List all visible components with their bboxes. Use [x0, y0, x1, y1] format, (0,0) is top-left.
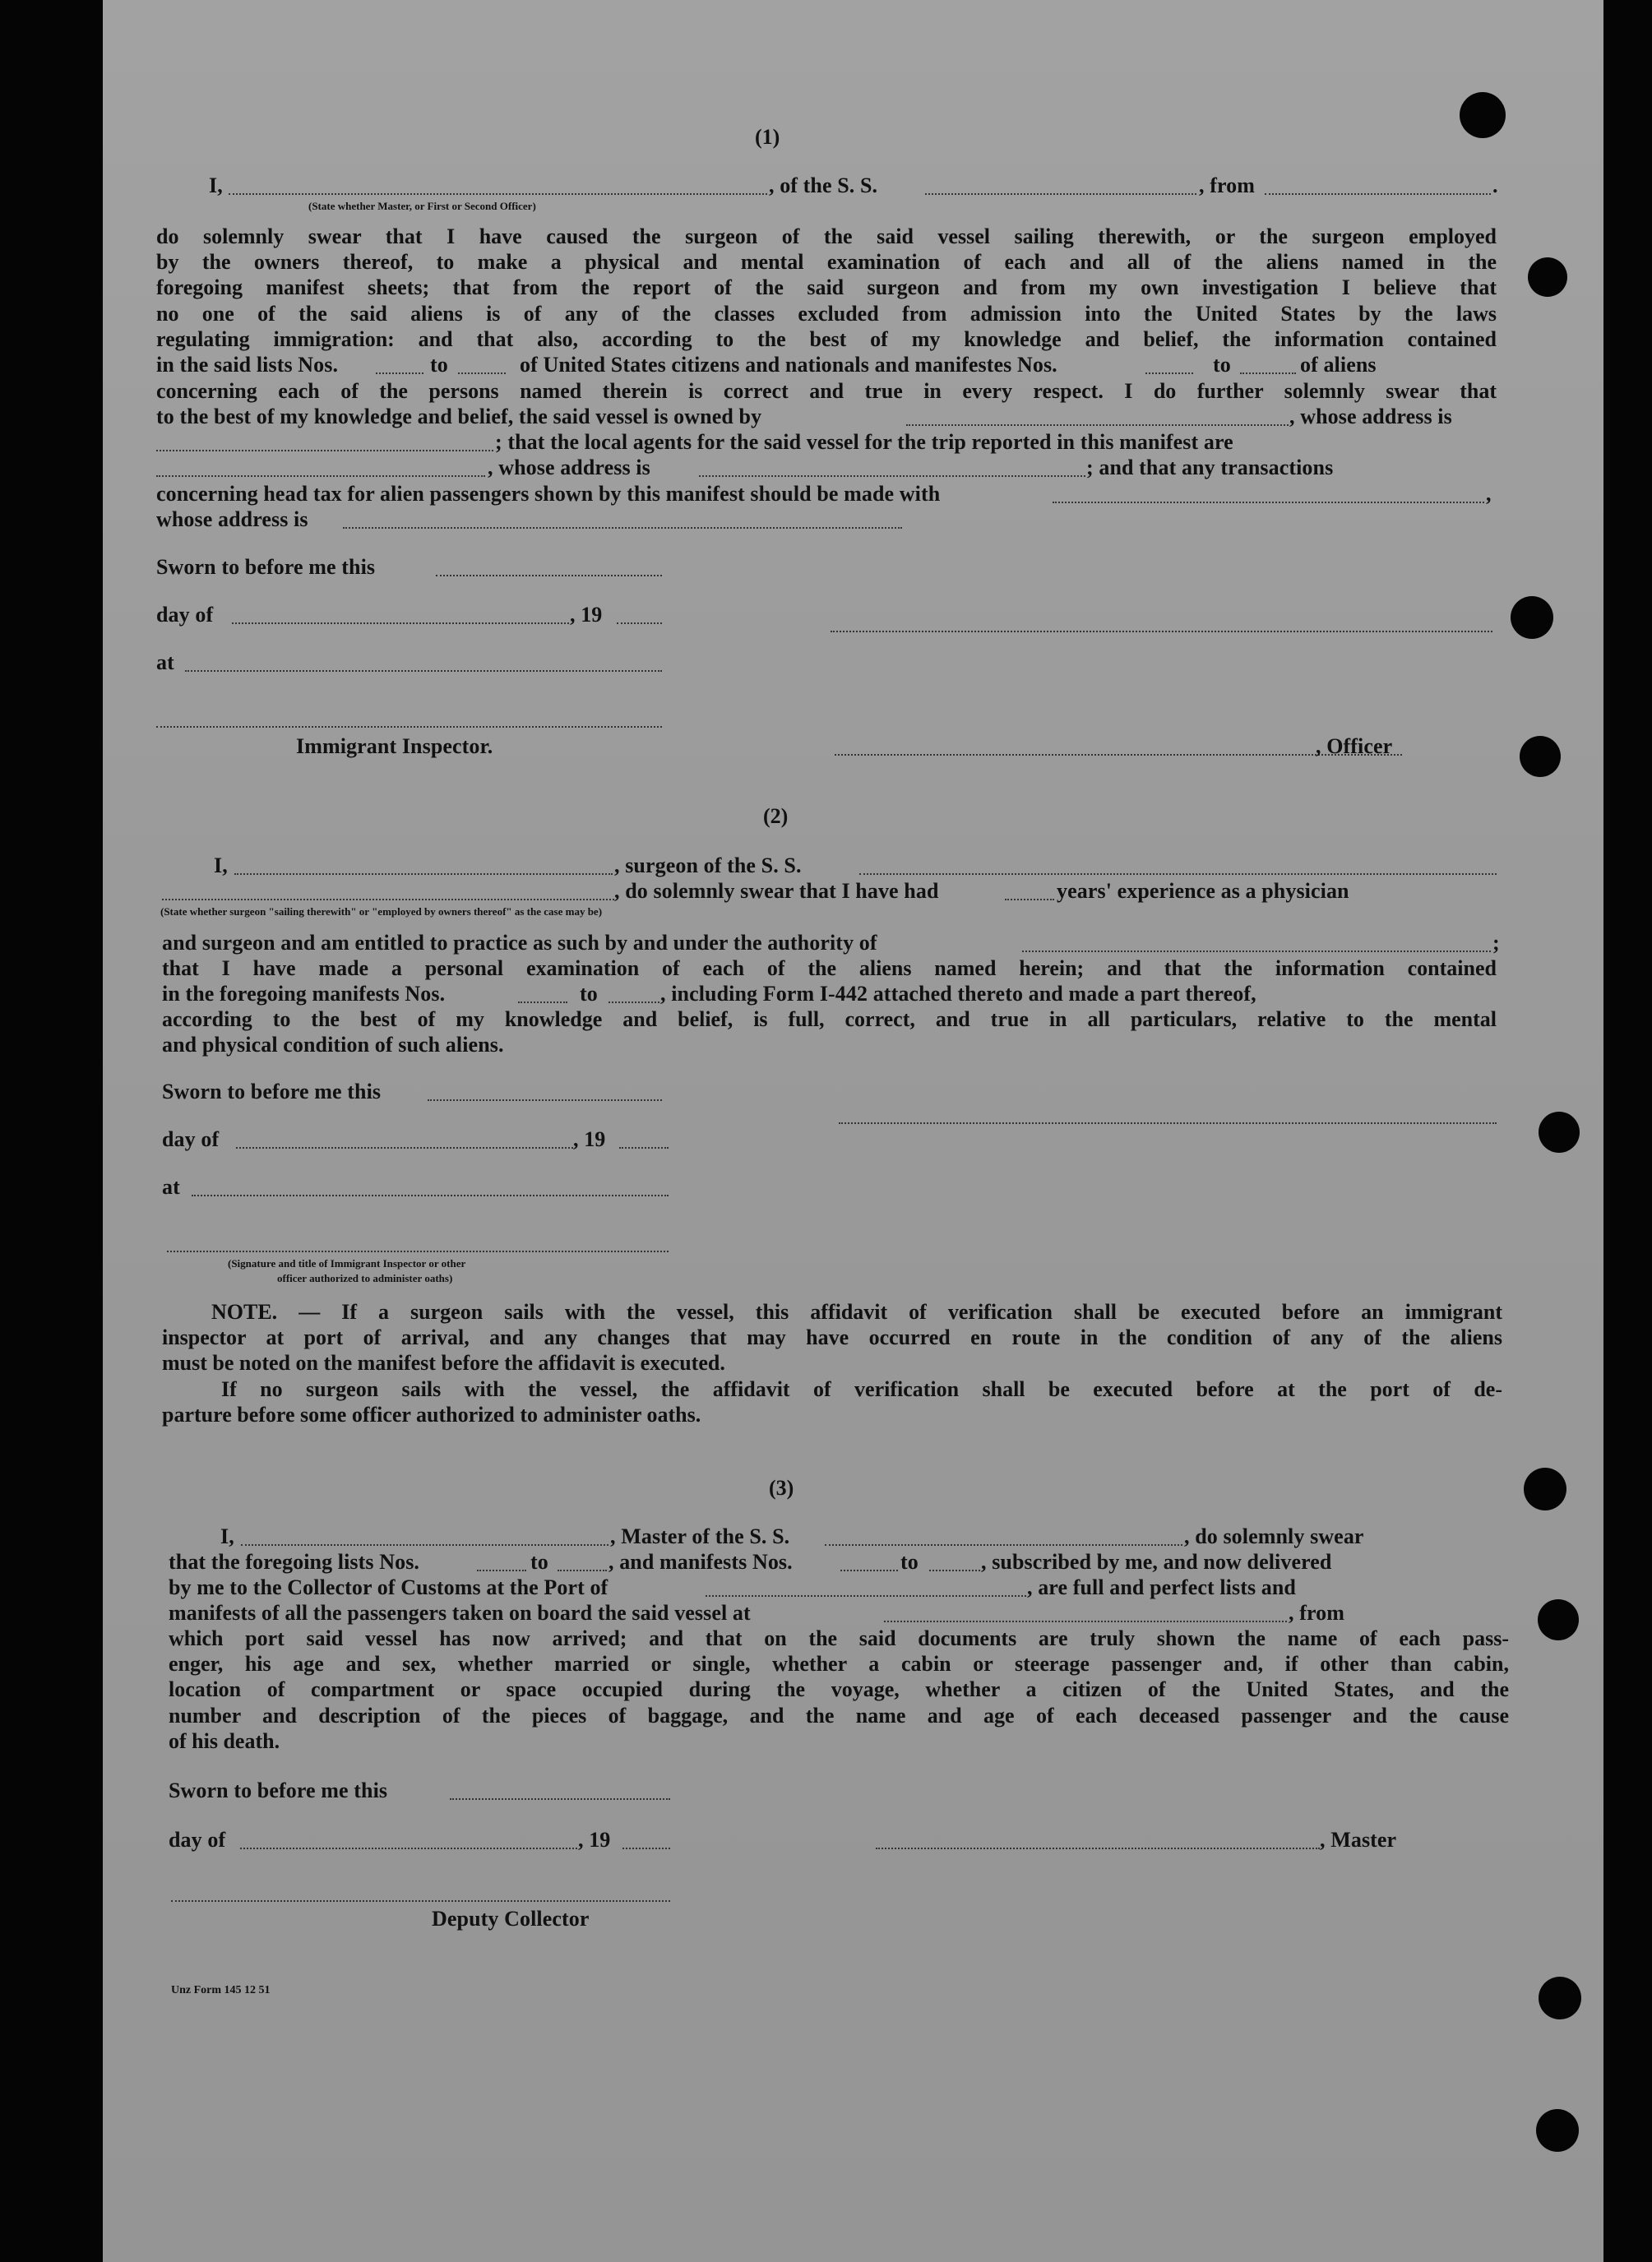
s2-vessel-blank	[859, 872, 1497, 875]
s2-swear-had-label: , do solemnly swear that I have had	[614, 879, 939, 903]
s1-day-blank	[232, 622, 569, 624]
s3-collector-label: by me to the Collector of Customs at the Port of	[169, 1575, 609, 1599]
s1-line-2: by the owners thereof, to make a physical and mental examination of each and all of the aliens named in the	[156, 250, 1497, 275]
s3-sworn-blank	[450, 1797, 670, 1800]
s1-agents-blank	[156, 474, 485, 477]
s1-sworn-blank	[436, 574, 662, 576]
punch-hole	[1520, 736, 1561, 777]
s3-deputy-label: Deputy Collector	[432, 1907, 590, 1931]
s1-whose-address-1: , whose address is	[1289, 405, 1452, 428]
s1-line-1: do solemnly swear that I have caused the surgeon of the said vessel sailing therewith, or the surgeon employed	[156, 224, 1497, 248]
s3-nineteen: , 19	[578, 1828, 611, 1852]
form-number: Unz Form 145 12 51	[171, 1984, 271, 1996]
punch-hole	[1539, 1977, 1581, 2019]
s2-note-2-line-2: parture before some officer authorized to administer oaths.	[162, 1403, 701, 1427]
s1-transactions-label: ; and that any transactions	[1086, 456, 1334, 479]
s1-head-tax-blank	[1053, 501, 1484, 503]
s3-manifest-from-blank	[840, 1569, 898, 1571]
s1-head-tax-label: concerning head tax for alien passengers shown by this manifest should be made with	[156, 482, 941, 506]
s1-from-label: , from	[1199, 173, 1255, 197]
s2-day-blank	[236, 1146, 573, 1149]
s1-agents-address-blank	[699, 474, 1085, 477]
s3-day-of-label: day of	[169, 1828, 226, 1852]
s2-sworn-label: Sworn to before me this	[162, 1080, 382, 1103]
s1-sworn-label: Sworn to before me this	[156, 555, 376, 579]
s3-line-1: which port said vessel has now arrived; and that on the said documents are truly shown the name of each pass-	[169, 1626, 1509, 1650]
s2-status-blank	[162, 898, 614, 900]
punch-hole	[1524, 1468, 1566, 1510]
s1-line-3: foregoing manifest sheets; that from the report of the said surgeon and from my own investigation I believe that	[156, 275, 1497, 300]
s1-to-a: to	[430, 353, 448, 377]
s1-owned-by-label: to the best of my knowledge and belief, the said vessel is owned by	[156, 405, 762, 428]
s2-exam-line: that I have made a personal examination of each of the aliens named herein; and that the information contained	[162, 956, 1497, 980]
s1-list-to-blank	[458, 372, 506, 374]
s3-sworn-label: Sworn to before me this	[169, 1779, 388, 1802]
s3-year-blank	[622, 1847, 670, 1849]
s2-year-blank	[619, 1146, 669, 1149]
s3-i-label: I,	[220, 1524, 234, 1548]
s1-line-7: concerning each of the persons named therein is correct and true in every respect. I do further solemnly swear that	[156, 379, 1497, 403]
s2-sig-note-1: (Signature and title of Immigrant Inspector or other	[228, 1257, 466, 1270]
s1-to-b: to	[1213, 353, 1231, 377]
s2-authority-label: and surgeon and am entitled to practice as such by and under the authority of	[162, 931, 877, 955]
s1-whose-address-3: whose address is	[156, 507, 308, 531]
s1-manifest-to-blank	[1240, 372, 1296, 374]
section-3-heading: (3)	[769, 1476, 794, 1500]
punch-hole	[1539, 1112, 1580, 1153]
s1-whose-address-2: , whose address is	[488, 456, 650, 479]
s3-port-blank	[706, 1594, 1026, 1597]
s2-i-label: I,	[214, 853, 228, 877]
s2-inspector-sig-blank	[167, 1250, 669, 1252]
form-sheet	[103, 0, 1603, 2262]
s2-sig-note-2: officer authorized to administer oaths)	[277, 1272, 453, 1284]
s2-including-label: , including Form I-442 attached thereto and made a part thereof,	[660, 982, 1256, 1006]
s1-of-ss-label: , of the S. S.	[769, 173, 878, 197]
s1-inspector-label: Immigrant Inspector.	[296, 734, 493, 758]
s3-day-blank	[240, 1847, 577, 1849]
section-2-heading: (2)	[763, 804, 789, 828]
s2-name-blank	[234, 872, 613, 875]
s2-note-2-line-1: If no surgeon sails with the vessel, the affidavit of verification shall be executed before at the port of de-	[221, 1377, 1502, 1401]
s1-manifest-from-blank	[1145, 372, 1193, 374]
s1-body-paragraph	[156, 224, 1497, 352]
s2-manifest-to-blank	[609, 1001, 659, 1003]
s3-do-swear-label: , do solemnly swear	[1184, 1524, 1364, 1548]
s3-boarded-at-blank	[884, 1620, 1287, 1622]
s1-vessel-blank	[925, 192, 1196, 195]
s3-body-paragraph	[169, 1626, 1509, 1754]
s2-years-label: years' experience as a physician	[1057, 879, 1349, 903]
s2-surgeon-of-label: , surgeon of the S. S.	[614, 853, 802, 877]
s3-manifests-all-label: manifests of all the passengers taken on board the said vessel at	[169, 1601, 751, 1625]
s3-line-4: number and description of the pieces of baggage, and the name and age of each deceased passenger and the cause	[169, 1703, 1509, 1728]
s3-list-from-blank	[477, 1569, 526, 1571]
s3-master-sig-blank	[876, 1847, 1320, 1849]
s3-master-label: , Master	[1320, 1828, 1397, 1852]
s1-signature-blank	[831, 630, 1492, 632]
s2-authority-blank	[1022, 950, 1491, 952]
s3-deputy-sig-blank	[171, 1899, 670, 1902]
s3-vessel-blank	[825, 1543, 1182, 1546]
s3-line-5: of his death.	[169, 1728, 280, 1753]
s2-to: to	[580, 982, 598, 1006]
s3-from-label: , from	[1289, 1601, 1344, 1625]
s1-year-blank	[617, 622, 662, 624]
punch-hole	[1528, 257, 1567, 297]
s3-to-a: to	[530, 1550, 548, 1574]
s2-exam-line-wrap	[162, 955, 1497, 981]
s3-to-b: to	[900, 1550, 919, 1574]
s1-period: .	[1492, 173, 1498, 197]
s1-day-of-label: day of	[156, 603, 214, 627]
s2-physical-line: and physical condition of such aliens.	[162, 1033, 504, 1057]
s2-note-2-paragraph	[162, 1376, 1502, 1427]
s1-of-aliens-label: of aliens	[1300, 353, 1377, 377]
section-1-heading: (1)	[755, 125, 780, 149]
s3-subscribed-label: , subscribed by me, and now delivered	[981, 1550, 1332, 1574]
s3-manifest-to-blank	[929, 1569, 980, 1571]
s1-local-agents-label: ; that the local agents for the said vessel for the trip reported in this manifest are	[495, 430, 1233, 454]
s1-line-5: regulating immigration: and that also, according to the best of my knowledge and belief, the information contained	[156, 326, 1497, 351]
s2-semicolon: ;	[1492, 931, 1500, 955]
s2-note-1-paragraph	[162, 1299, 1502, 1376]
s1-i-label: I,	[209, 173, 223, 197]
s3-line-3: location of compartment or space occupied during the voyage, whether a citizen of the United States, and the	[169, 1677, 1509, 1702]
s2-note-1-line-3: must be noted on the manifest before the affidavit is executed.	[162, 1351, 725, 1376]
s1-owner-blank	[906, 423, 1289, 426]
s2-note-1-line-1: NOTE. — If a surgeon sails with the vessel, this affidavit of verification shall be executed before an immigrant	[211, 1300, 1502, 1324]
s2-years-blank	[1005, 898, 1054, 900]
s3-list-to-blank	[558, 1569, 607, 1571]
s1-state-note: (State whether Master, or First or Second Officer)	[308, 200, 536, 212]
s1-said-lists-label: in the said lists Nos.	[156, 353, 339, 377]
punch-hole	[1460, 92, 1506, 138]
s2-signature-blank	[839, 1122, 1497, 1124]
s1-comma: ,	[1486, 482, 1492, 506]
s2-manifest-from-blank	[518, 1001, 567, 1003]
s3-full-lists-label: , are full and perfect lists and	[1027, 1575, 1296, 1599]
s3-name-blank	[241, 1543, 609, 1546]
punch-hole	[1536, 2109, 1579, 2152]
s1-us-citizens-label: of United States citizens and nationals and manifestes Nos.	[520, 353, 1057, 377]
s2-at-blank	[192, 1194, 669, 1196]
s3-line-2: enger, his age and sex, whether married or single, whether a cabin or steerage passenger and, if other than cabin,	[169, 1652, 1509, 1677]
s2-according-line: according to the best of my knowledge and belief, is full, correct, and true in all particulars, relative to the mental	[162, 1007, 1497, 1031]
s2-manifests-label: in the foregoing manifests Nos.	[162, 982, 446, 1006]
punch-hole	[1538, 1599, 1579, 1640]
s2-note-1-line-2: inspector at port of arrival, and any changes that may have occurred en route in the condition of any of the aliens	[162, 1325, 1502, 1350]
s2-nineteen: , 19	[573, 1127, 606, 1151]
s3-foregoing-label: that the foregoing lists Nos.	[169, 1550, 420, 1574]
s2-according-wrap	[162, 1006, 1497, 1032]
s2-day-of-label: day of	[162, 1127, 220, 1151]
s1-list-from-blank	[376, 372, 423, 374]
s1-officer-label: , Officer	[1316, 734, 1393, 758]
s1-at-label: at	[156, 650, 174, 674]
s1-head-tax-address-blank	[343, 526, 902, 529]
s1-inspector-sig-blank	[156, 725, 662, 728]
punch-hole	[1511, 596, 1553, 639]
s1-name-blank	[229, 192, 767, 195]
s3-master-of-label: , Master of the S. S.	[610, 1524, 790, 1548]
s1-from-blank	[1265, 192, 1491, 195]
s1-nineteen: , 19	[570, 603, 603, 627]
s2-state-note: (State whether surgeon "sailing therewith" or "employed by owners thereof" as the case may be)	[160, 905, 603, 918]
s1-at-blank	[185, 669, 662, 672]
s3-and-manifests-label: , and manifests Nos.	[609, 1550, 793, 1574]
s1-line-7-wrap	[156, 378, 1497, 404]
s2-sworn-blank	[428, 1099, 662, 1101]
s1-owner-address-blank	[156, 449, 493, 451]
s2-at-label: at	[162, 1175, 180, 1199]
s1-line-4: no one of the said aliens is of any of the classes excluded from admission into the United States by the laws	[156, 301, 1497, 326]
